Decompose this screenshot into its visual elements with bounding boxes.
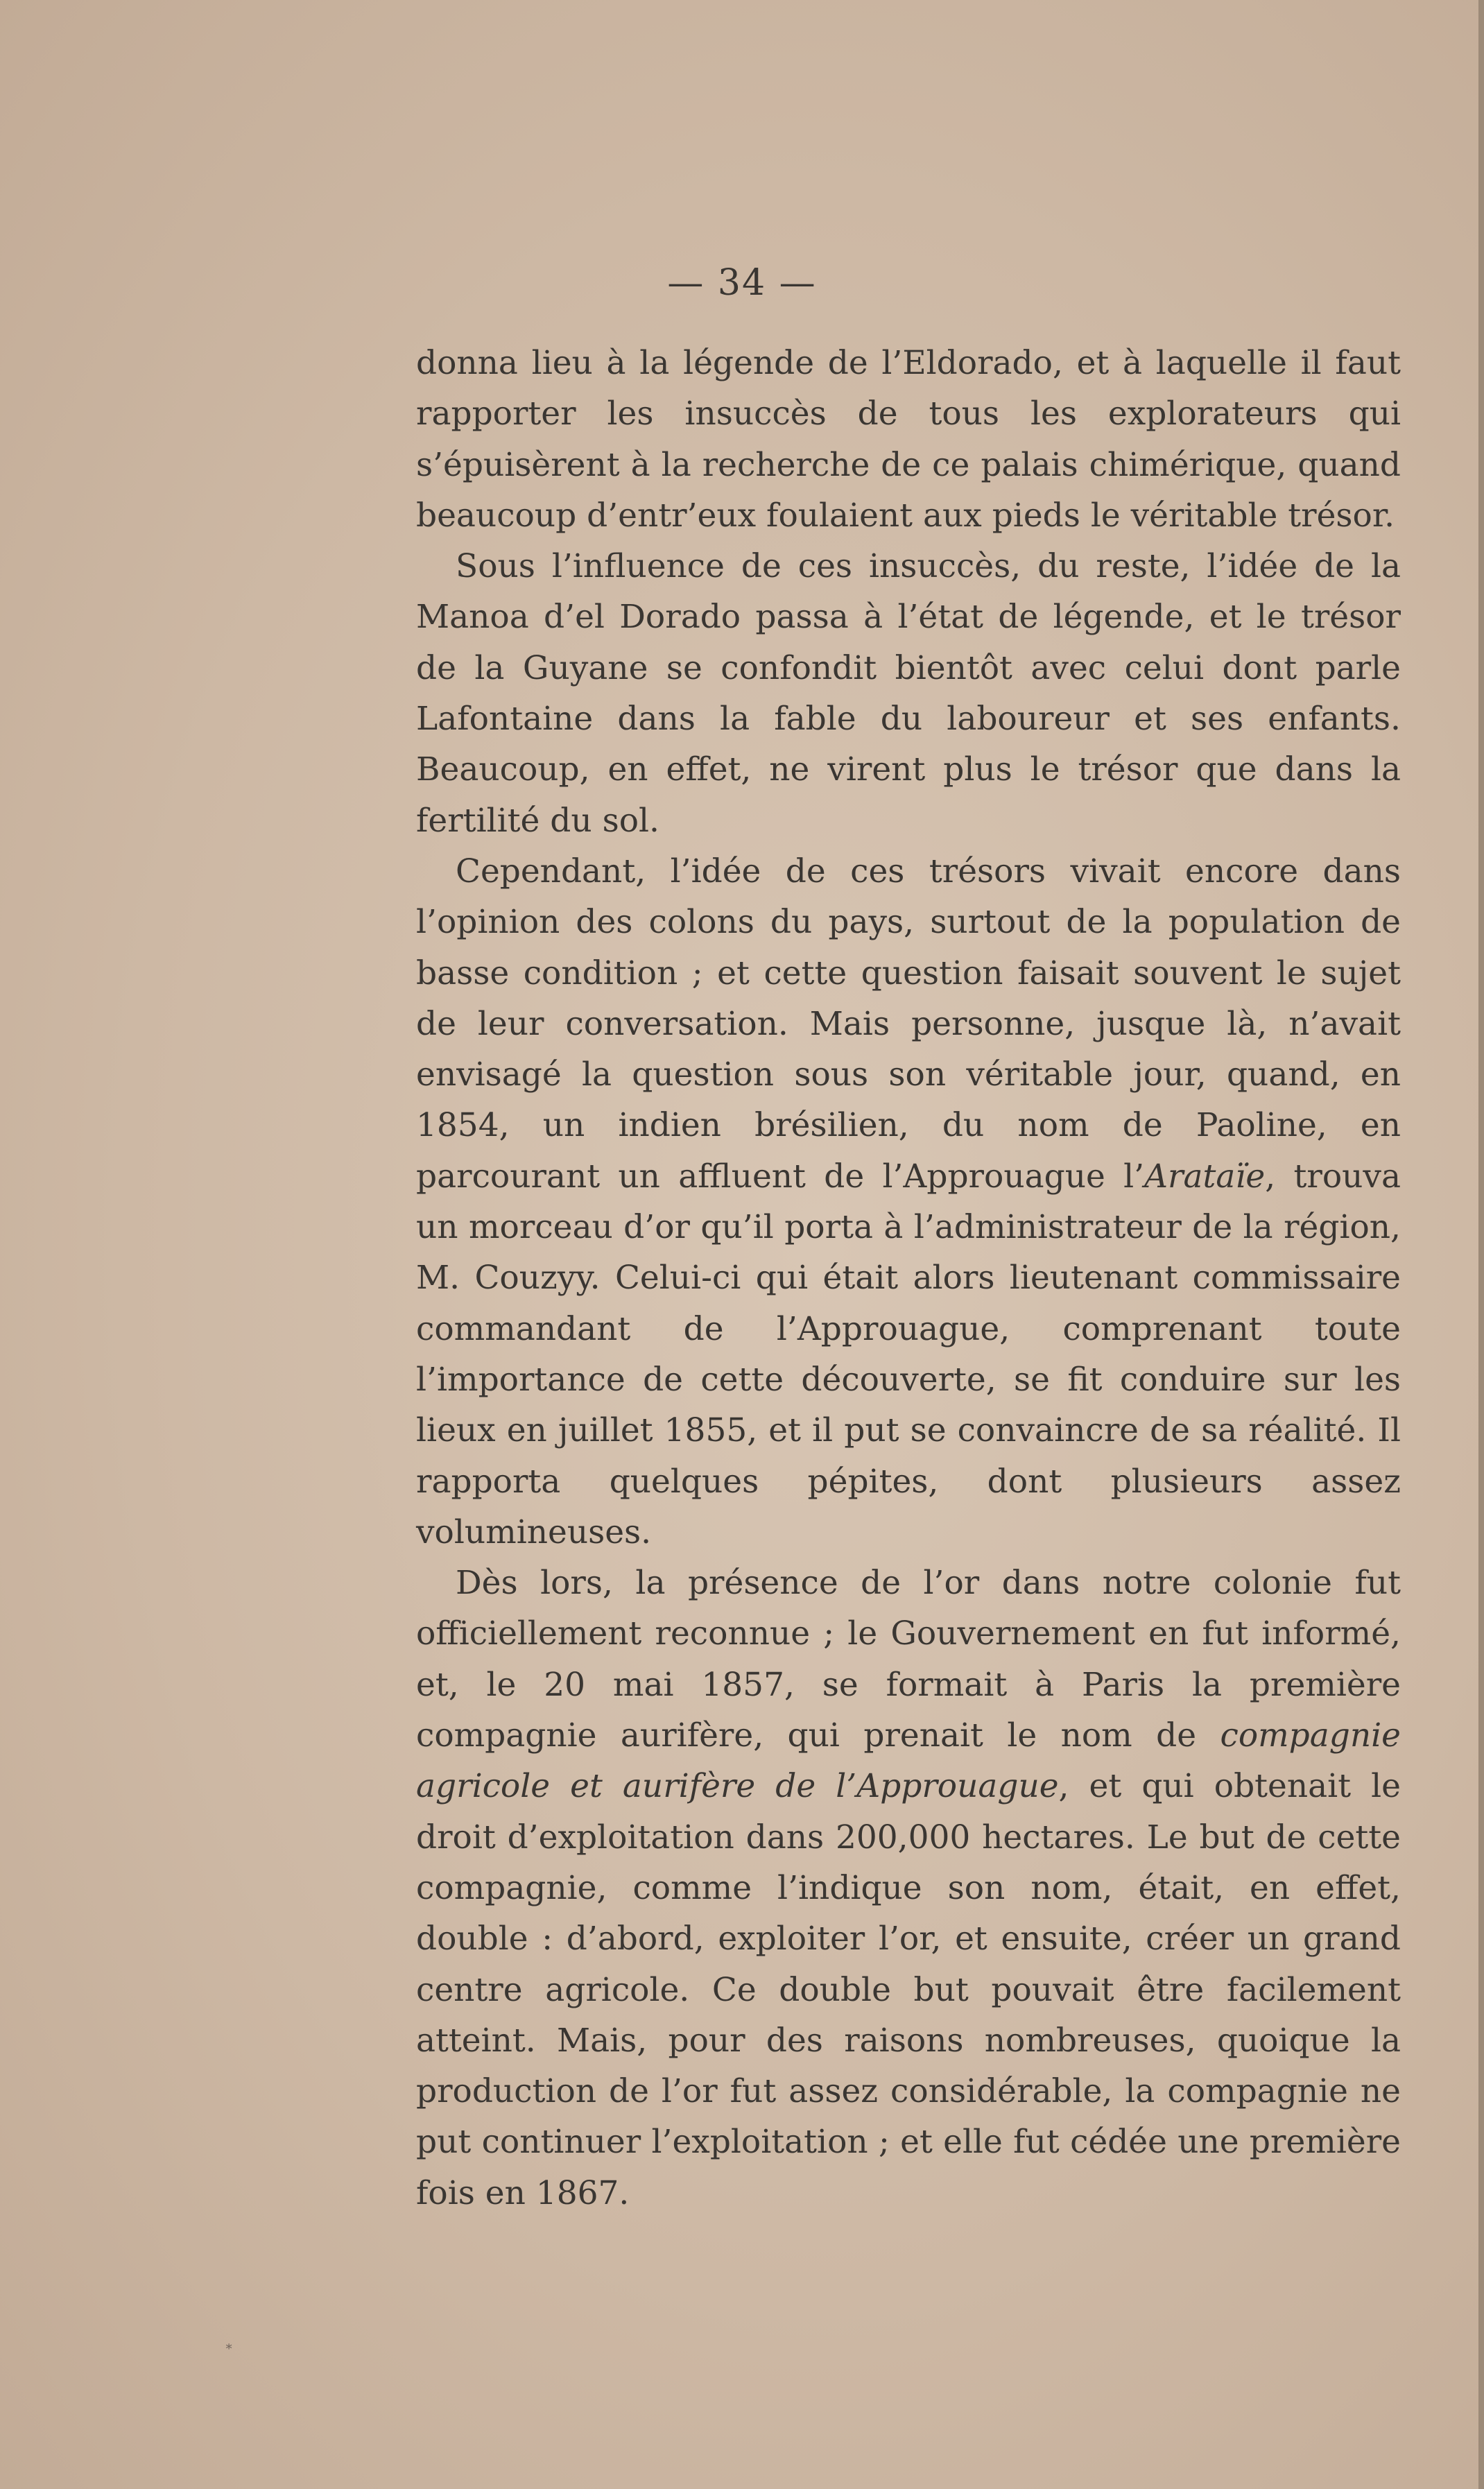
page-number: — 34 — — [667, 262, 817, 304]
paragraph — [416, 1558, 1401, 2219]
text-segment: , et qui obtenait le droit d’exploitation dans 200,000 hectares. Le but de cette compagnie, comme l’indique son nom, était, en effet, double : d’abord, exploiter l’or, et ensuite, créer un grand centre agricole. Ce double but pouvait être facilement atteint. Mais, pour des raisons nombreuses, quoique la production de l’or fut assez considérable, la compagnie ne put continuer l’exploitation ; et elle fut cédée une première fois en 1867. — [416, 1767, 1401, 2212]
text-segment: Cependant, l’idée de ces trésors vivait encore dans l’opinion des colons du pays, surtout de la population de basse condition ; et cette question faisait souvent le sujet de leur conversation. Mais personne, jusque là, n’avait envisagé la question sous son véritable jour, quand, en 1854, un indien brésilien, du nom de Paoline, en parcourant un affluent de l’Approuague l’ — [416, 852, 1401, 1196]
text-segment: Sous l’influence de ces insuccès, du reste, l’idée de la Manoa d’el Dorado passa à l’état de légende, et le trésor de la Guyane se confondit bientôt avec celui dont parle Lafontaine dans la fable du laboureur et ses enfants. Beaucoup, en effet, ne virent plus le trésor que dans la fertilité du sol. — [416, 547, 1401, 840]
page-edge — [1478, 0, 1484, 2489]
text-segment: , trouva un morceau d’or qu’il porta à l’administrateur de la région, M. Couzyy. Celui-ci qui était alors lieutenant commissaire commandant de l’Approuague, comprenant toute l’importance de cette découverte, se fit conduire sur les lieux en juillet 1855, et il put se convaincre de sa réalité. Il rapporta quelques pépites, dont plusieurs assez volumineuses. — [416, 1157, 1401, 1551]
body-text — [416, 338, 1401, 2219]
paragraph — [416, 541, 1401, 846]
text-segment: donna lieu à la légende de l’Eldorado, et à laquelle il faut rapporter les insuccès de tous les explorateurs qui s’épuisèrent à la recherche de ce palais chimérique, quand beaucoup d’entr’eux foulaient aux pieds le véritable trésor. — [416, 344, 1401, 535]
italic-text-segment: Arataïe — [1144, 1157, 1266, 1196]
paragraph — [416, 846, 1401, 1558]
text-segment: Dès lors, la présence de l’or dans notre colonie fut officiellement reconnue ; le Gouvernement en fut informé, et, le 20 mai 1857, se formait à Paris la première compagnie aurifère, qui prenait le nom de — [416, 1564, 1401, 1755]
stray-ink-mark: ∗ — [225, 2339, 234, 2354]
italic-text-segment: compagnie agricole et aurifère de l’Approuague — [416, 1716, 1401, 1806]
paragraph — [416, 338, 1401, 541]
